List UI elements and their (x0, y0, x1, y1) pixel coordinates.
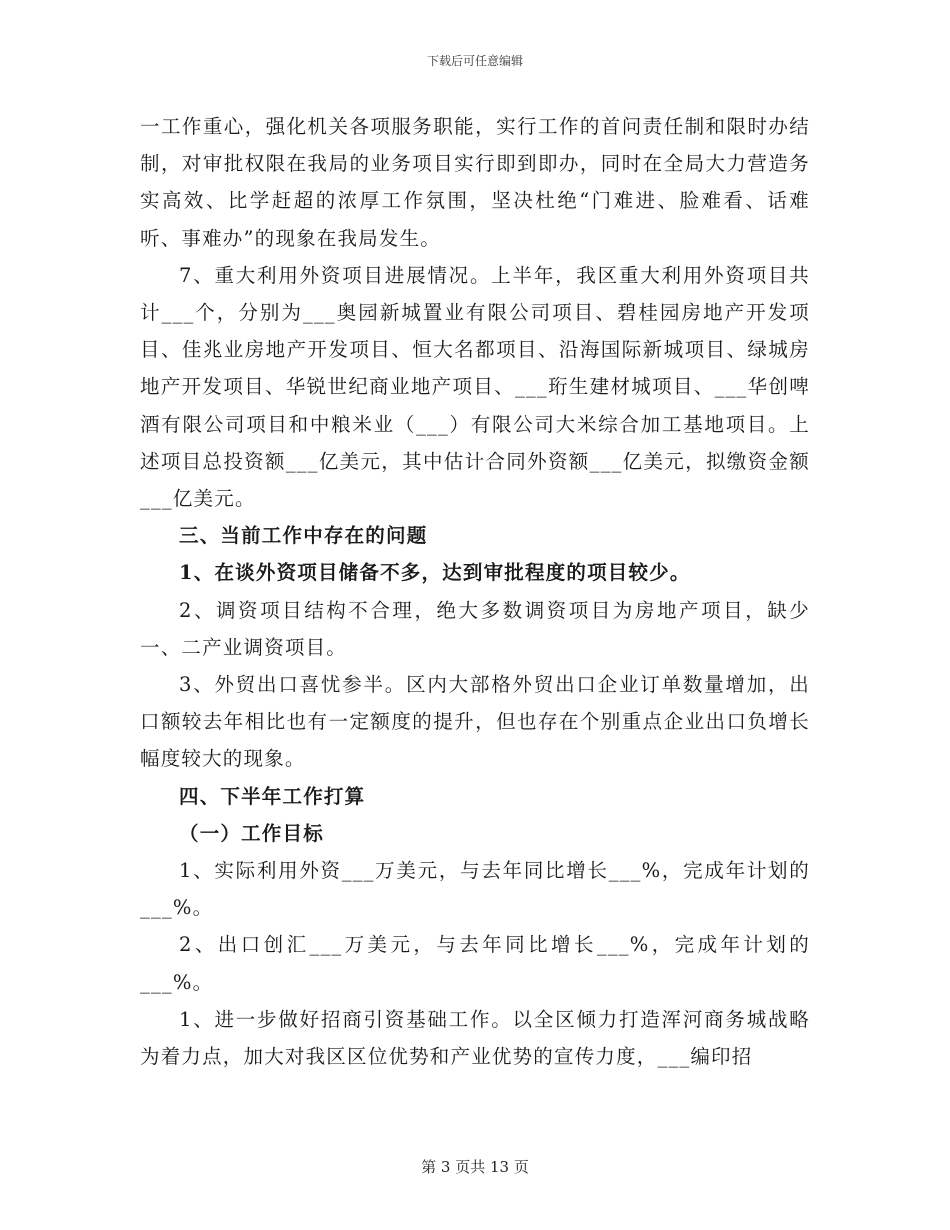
subsection-heading-goals: （一）工作目标 (179, 821, 324, 845)
paragraph-service-functions: 一工作重心，强化机关各项服务职能，实行工作的首问责任制和限时办结制，对审批权限在我局的业务项目实行即到即办，同时在全局大力营造务实高效、比学赶超的浓厚工作氛围，坚决杜绝“门难进、脸难看、话难听、事难办”的现象在我局发生。 (140, 115, 810, 250)
paragraph-measure-1: 1、进一步做好招商引资基础工作。以全区倾力打造浑河商务城战略为着力点，加大对我区区位优势和产业优势的宣传力度，___编印招 (140, 1007, 810, 1069)
section-heading-problems: 三、当前工作中存在的问题 (179, 524, 428, 548)
section-heading-plans: 四、下半年工作打算 (179, 784, 366, 808)
paragraph-goal-1: 1、实际利用外资___万美元，与去年同比增长___%，完成年计划的___%。 (140, 859, 810, 920)
page-header: 下载后可任意编辑 (426, 54, 523, 68)
page-footer: 第 3 页共 13 页 (421, 1158, 529, 1176)
paragraph-problem-1: 1、在谈外资项目储备不多，达到审批程度的项目较少。 (179, 561, 691, 585)
paragraph-goal-2: 2、出口创汇___万美元，与去年同比增长___%，完成年计划的___%。 (140, 933, 810, 994)
paragraph-major-projects: 7、重大利用外资项目进展情况。上半年，我区重大利用外资项目共计___个，分别为___奥园新城置业有限公司项目、碧桂园房地产开发项目、佳兆业房地产开发项目、恒大名都项目、沿海国际新城项目、绿城房地产开发项目、华锐世纪商业地产项目、___珩生建材城项目、___华创啤酒有限公司项目和中粮米业（___）有限公司大米综合加工基地项目。上述项目总投资额___亿美元，其中估计合同外资额___亿美元，拟缴资金额___亿美元。 (140, 263, 810, 511)
paragraph-problem-2: 2、调资项目结构不合理，绝大多数调资项目为房地产项目，缺少一、二产业调资项目。 (140, 598, 810, 659)
document-body (140, 108, 810, 1075)
paragraph-problem-3: 3、外贸出口喜忧参半。区内大部格外贸出口企业订单数量增加，出口额较去年相比也有一定额度的提升，但也存在个别重点企业出口负增长幅度较大的现象。 (140, 673, 810, 771)
